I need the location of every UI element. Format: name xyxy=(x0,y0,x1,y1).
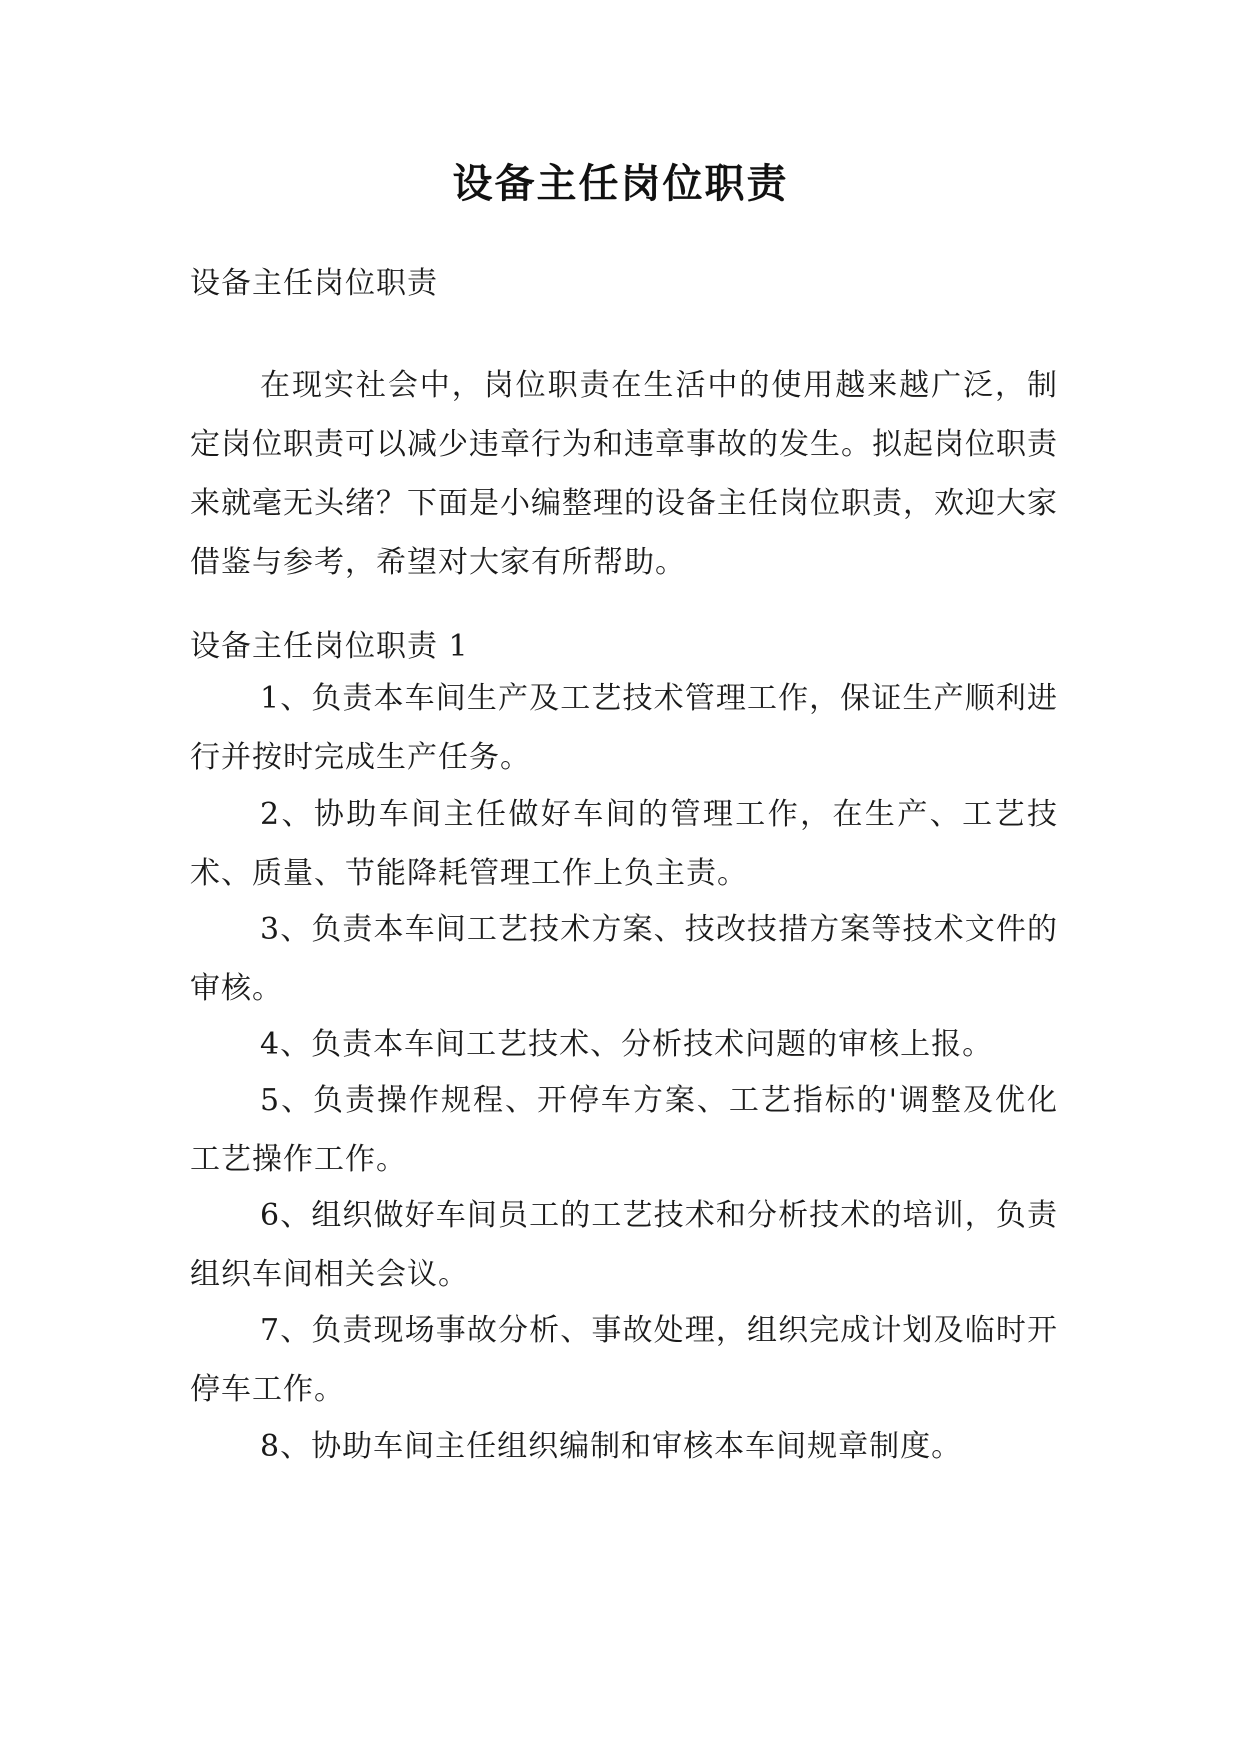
duty-item-8: 8、协助车间主任组织编制和审核本车间规章制度。 xyxy=(260,1429,963,1464)
document-title: 设备主任岗位职责 xyxy=(452,161,789,207)
duty-item-3: 3、负责本车间工艺技术方案、技改技措方案等技术文件的审核。 xyxy=(190,912,1058,1006)
duty-item-6: 6、组织做好车间员工的工艺技术和分析技术的培训，负责组织车间相关会议。 xyxy=(190,1198,1058,1292)
duty-item-2: 2、协助车间主任做好车间的管理工作，在生产、工艺技术、质量、节能降耗管理工作上负主责。 xyxy=(190,797,1058,891)
intro-paragraph: 在现实社会中，岗位职责在生活中的使用越来越广泛，制定岗位职责可以减少违章行为和违章事故的发生。拟起岗位职责来就毫无头绪？下面是小编整理的设备主任岗位职责，欢迎大家借鉴与参考，希望对大家有所帮助。 xyxy=(190,368,1058,580)
section-heading: 设备主任岗位职责 1 xyxy=(190,629,469,664)
document-subtitle: 设备主任岗位职责 xyxy=(190,266,438,301)
duty-item-7: 7、负责现场事故分析、事故处理，组织完成计划及临时开停车工作。 xyxy=(190,1313,1058,1407)
duty-item-5: 5、负责操作规程、开停车方案、工艺指标的'调整及优化工艺操作工作。 xyxy=(190,1083,1058,1177)
duty-item-4: 4、负责本车间工艺技术、分析技术问题的审核上报。 xyxy=(260,1027,994,1062)
duty-item-1: 1、负责本车间生产及工艺技术管理工作，保证生产顺利进行并按时完成生产任务。 xyxy=(190,681,1058,775)
